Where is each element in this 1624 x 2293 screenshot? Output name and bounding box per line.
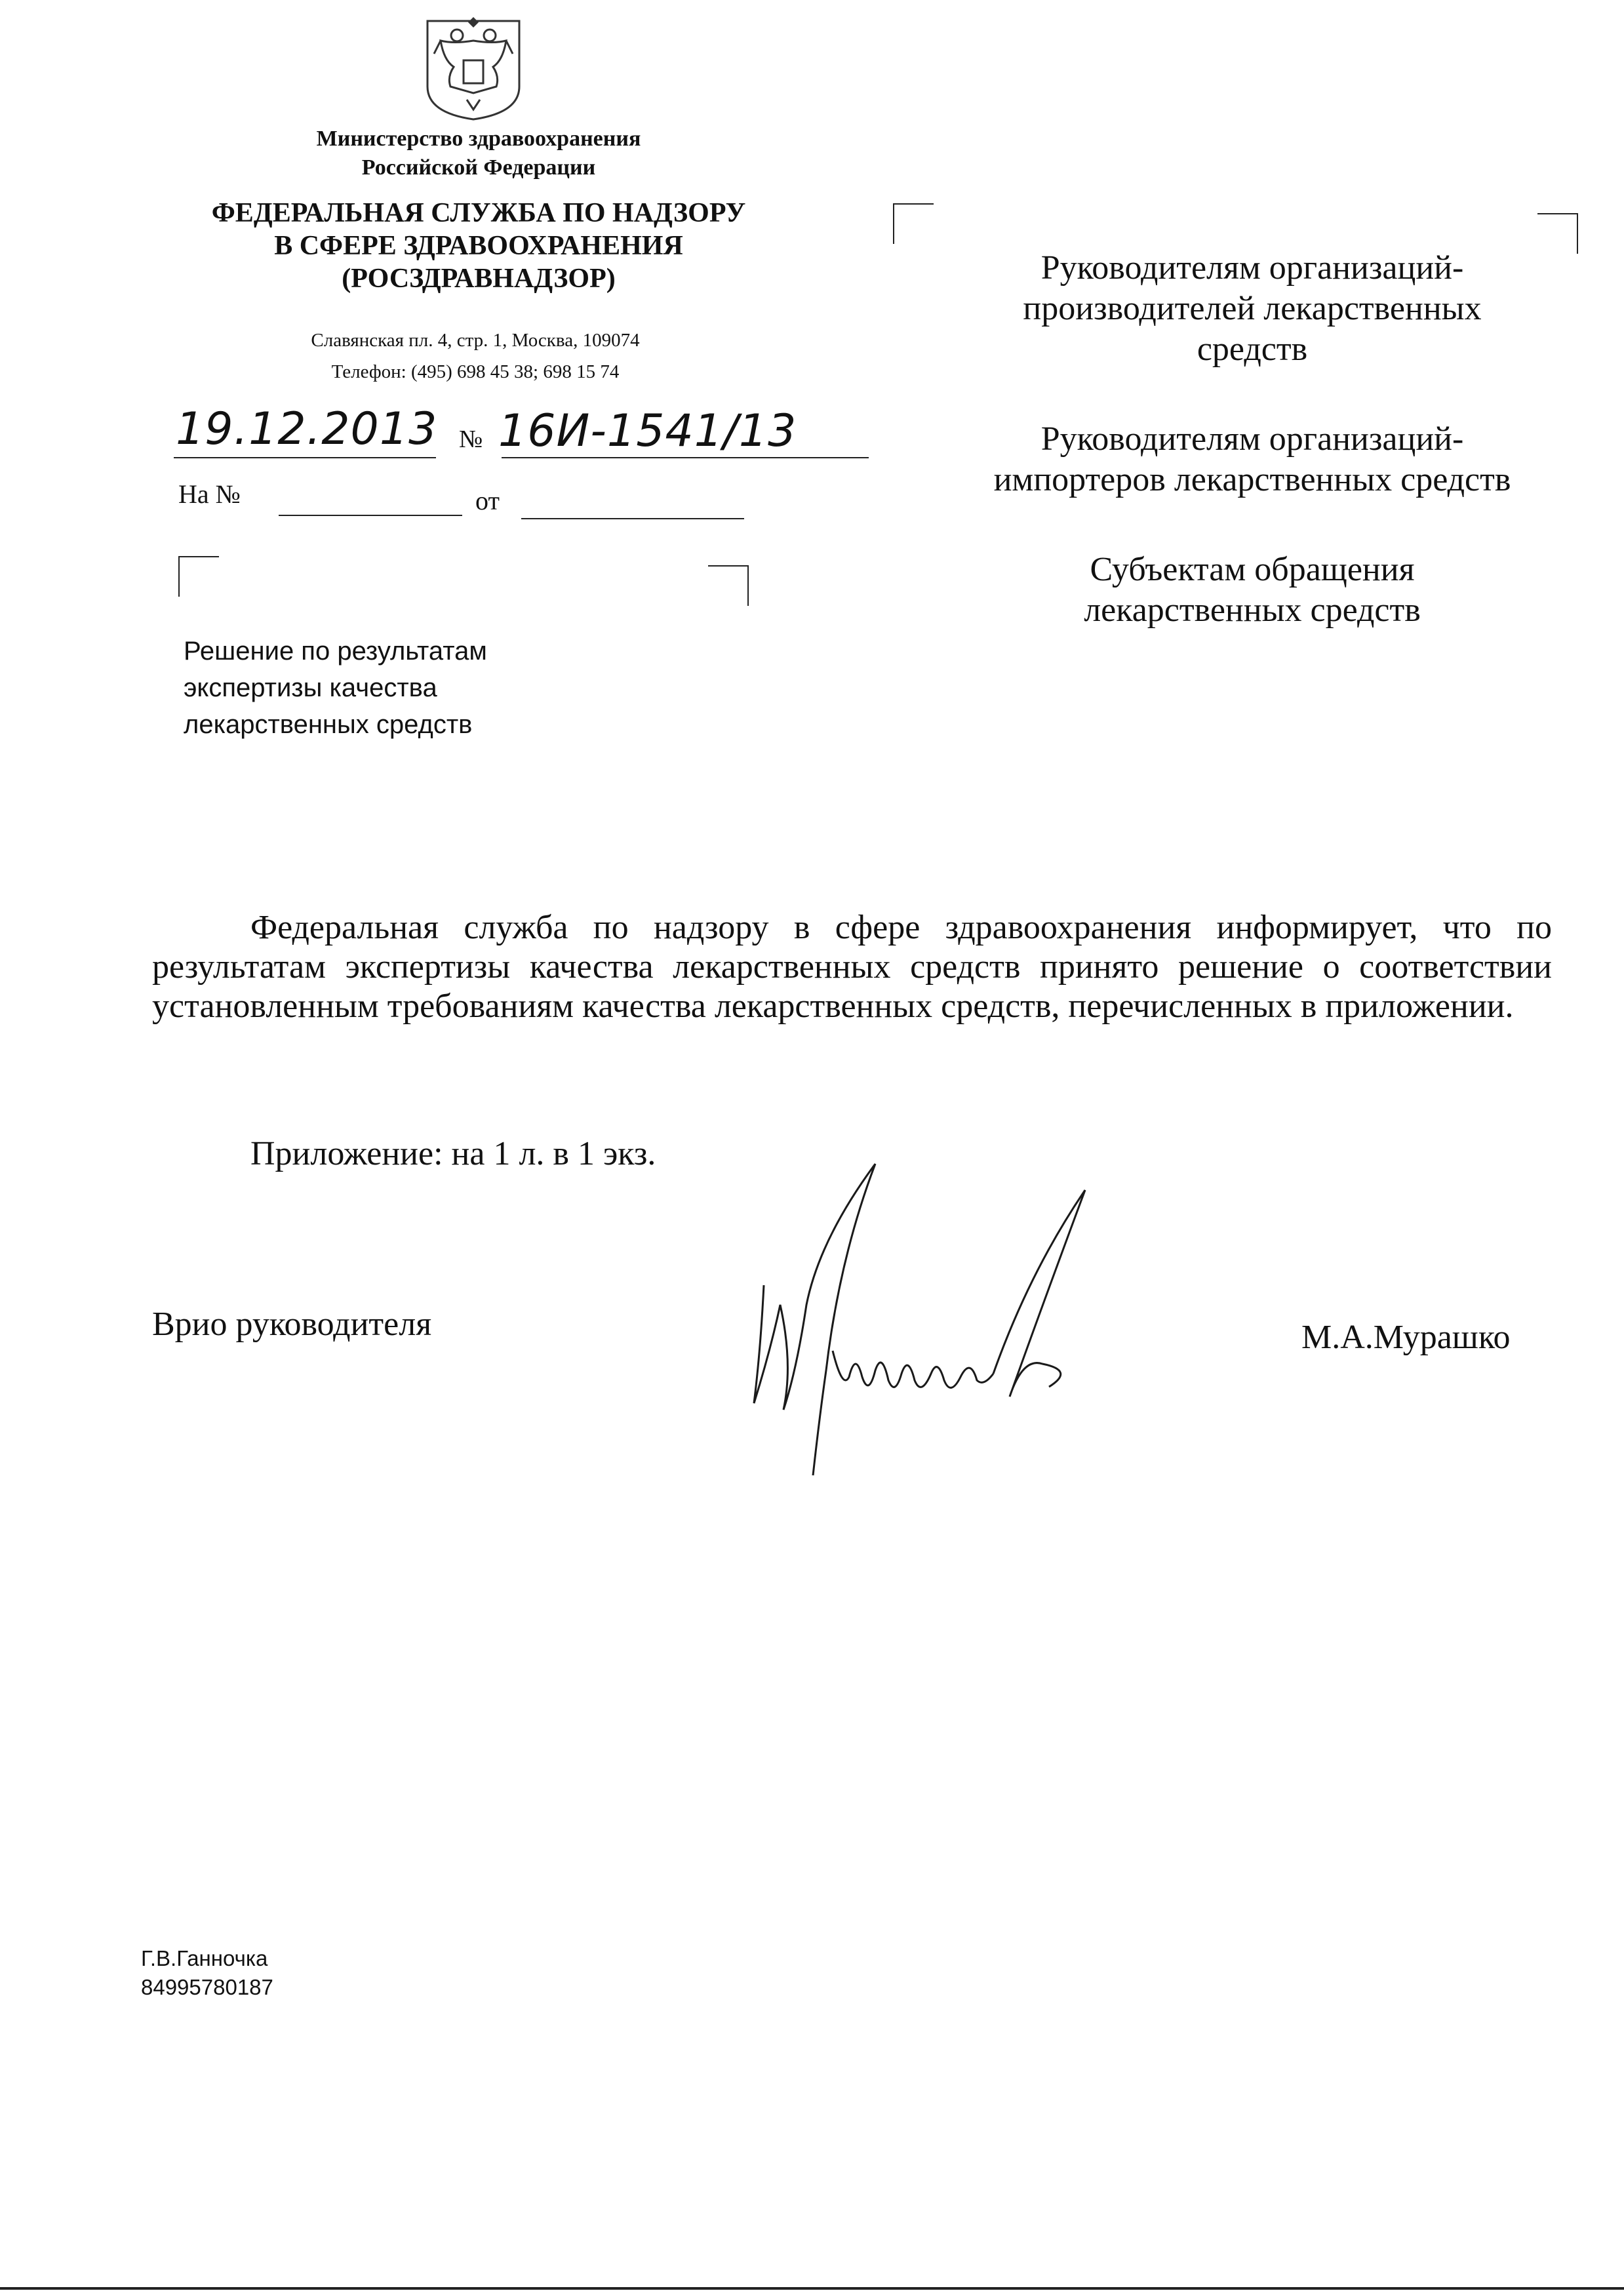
recipient-3: [944, 549, 1560, 631]
recipient-2: [944, 419, 1560, 500]
subject-bracket-right: [708, 565, 749, 606]
address: Славянская пл. 4, стр. 1, Москва, 109074: [311, 330, 640, 351]
executor-name: Г.В.Ганночка: [141, 1946, 268, 1970]
recipient-3-line-1: Субъектам обращения: [1090, 551, 1415, 588]
reply-date-line: [521, 518, 744, 519]
signatory-name: М.А.Мурашко: [1301, 1319, 1511, 1356]
page-bottom-edge: [0, 2287, 1624, 2290]
ministry-line-2: Российской Федерации: [361, 155, 596, 180]
handwritten-signature-icon: [734, 1154, 1101, 1482]
subject-line-2: экспертизы качества: [184, 673, 437, 702]
subject-line-1: Решение по результатам: [184, 637, 487, 666]
number-underline: [502, 457, 869, 458]
address-bracket-left: [893, 203, 934, 244]
service-line-2: В СФЕРЕ ЗДРАВООХРАНЕНИЯ: [274, 231, 683, 261]
recipient-2-line-1: Руководителям организаций-: [1040, 420, 1464, 458]
registration-date: 19.12.2013: [176, 403, 438, 455]
executor-phone: 84995780187: [141, 1975, 273, 1999]
reply-date-label: от: [475, 486, 500, 515]
registration-number: 16И-1541/13: [498, 405, 797, 457]
address-block: [164, 325, 787, 388]
recipient-1: [944, 248, 1560, 370]
phone: Телефон: (495) 698 45 38; 698 15 74: [331, 361, 620, 382]
service-name: [118, 197, 839, 295]
subject-bracket-left: [178, 556, 219, 597]
reply-number-line: [279, 515, 462, 516]
letter-subject: [184, 633, 708, 743]
service-line-3: (РОСЗДРАВНАДЗОР): [342, 264, 616, 294]
attachment-note: Приложение: на 1 л. в 1 экз.: [250, 1135, 656, 1172]
body-paragraph: Федеральная служба по надзору в сфере здравоохранения информирует, что по результатам экспертизы качества лекарственных средств принято решение о соответствии установленным требованиям качества лекарственных средств, перечисленных в приложении.: [152, 909, 1552, 1025]
recipients-block: [944, 248, 1560, 680]
recipient-1-line-1: Руководителям организаций-: [1040, 249, 1464, 287]
recipient-1-line-2: производителей лекарственных: [1023, 290, 1482, 327]
date-underline: [174, 457, 436, 458]
emblem-icon: [414, 14, 532, 123]
recipient-1-line-3: средств: [1197, 330, 1308, 368]
ministry-name: [184, 125, 774, 182]
reply-number-label: На №: [178, 479, 241, 509]
recipient-2-line-2: импортеров лекарственных средств: [993, 461, 1511, 498]
executor-block: [141, 1944, 273, 2002]
letter-body: [152, 908, 1552, 1026]
recipient-3-line-2: лекарственных средств: [1084, 591, 1421, 629]
subject-line-3: лекарственных средств: [184, 710, 473, 739]
service-line-1: ФЕДЕРАЛЬНАЯ СЛУЖБА ПО НАДЗОРУ: [211, 198, 746, 228]
ministry-line-1: Министерство здравоохранения: [316, 127, 641, 151]
number-sign: №: [459, 426, 483, 453]
signatory-role: Врио руководителя: [152, 1306, 432, 1343]
